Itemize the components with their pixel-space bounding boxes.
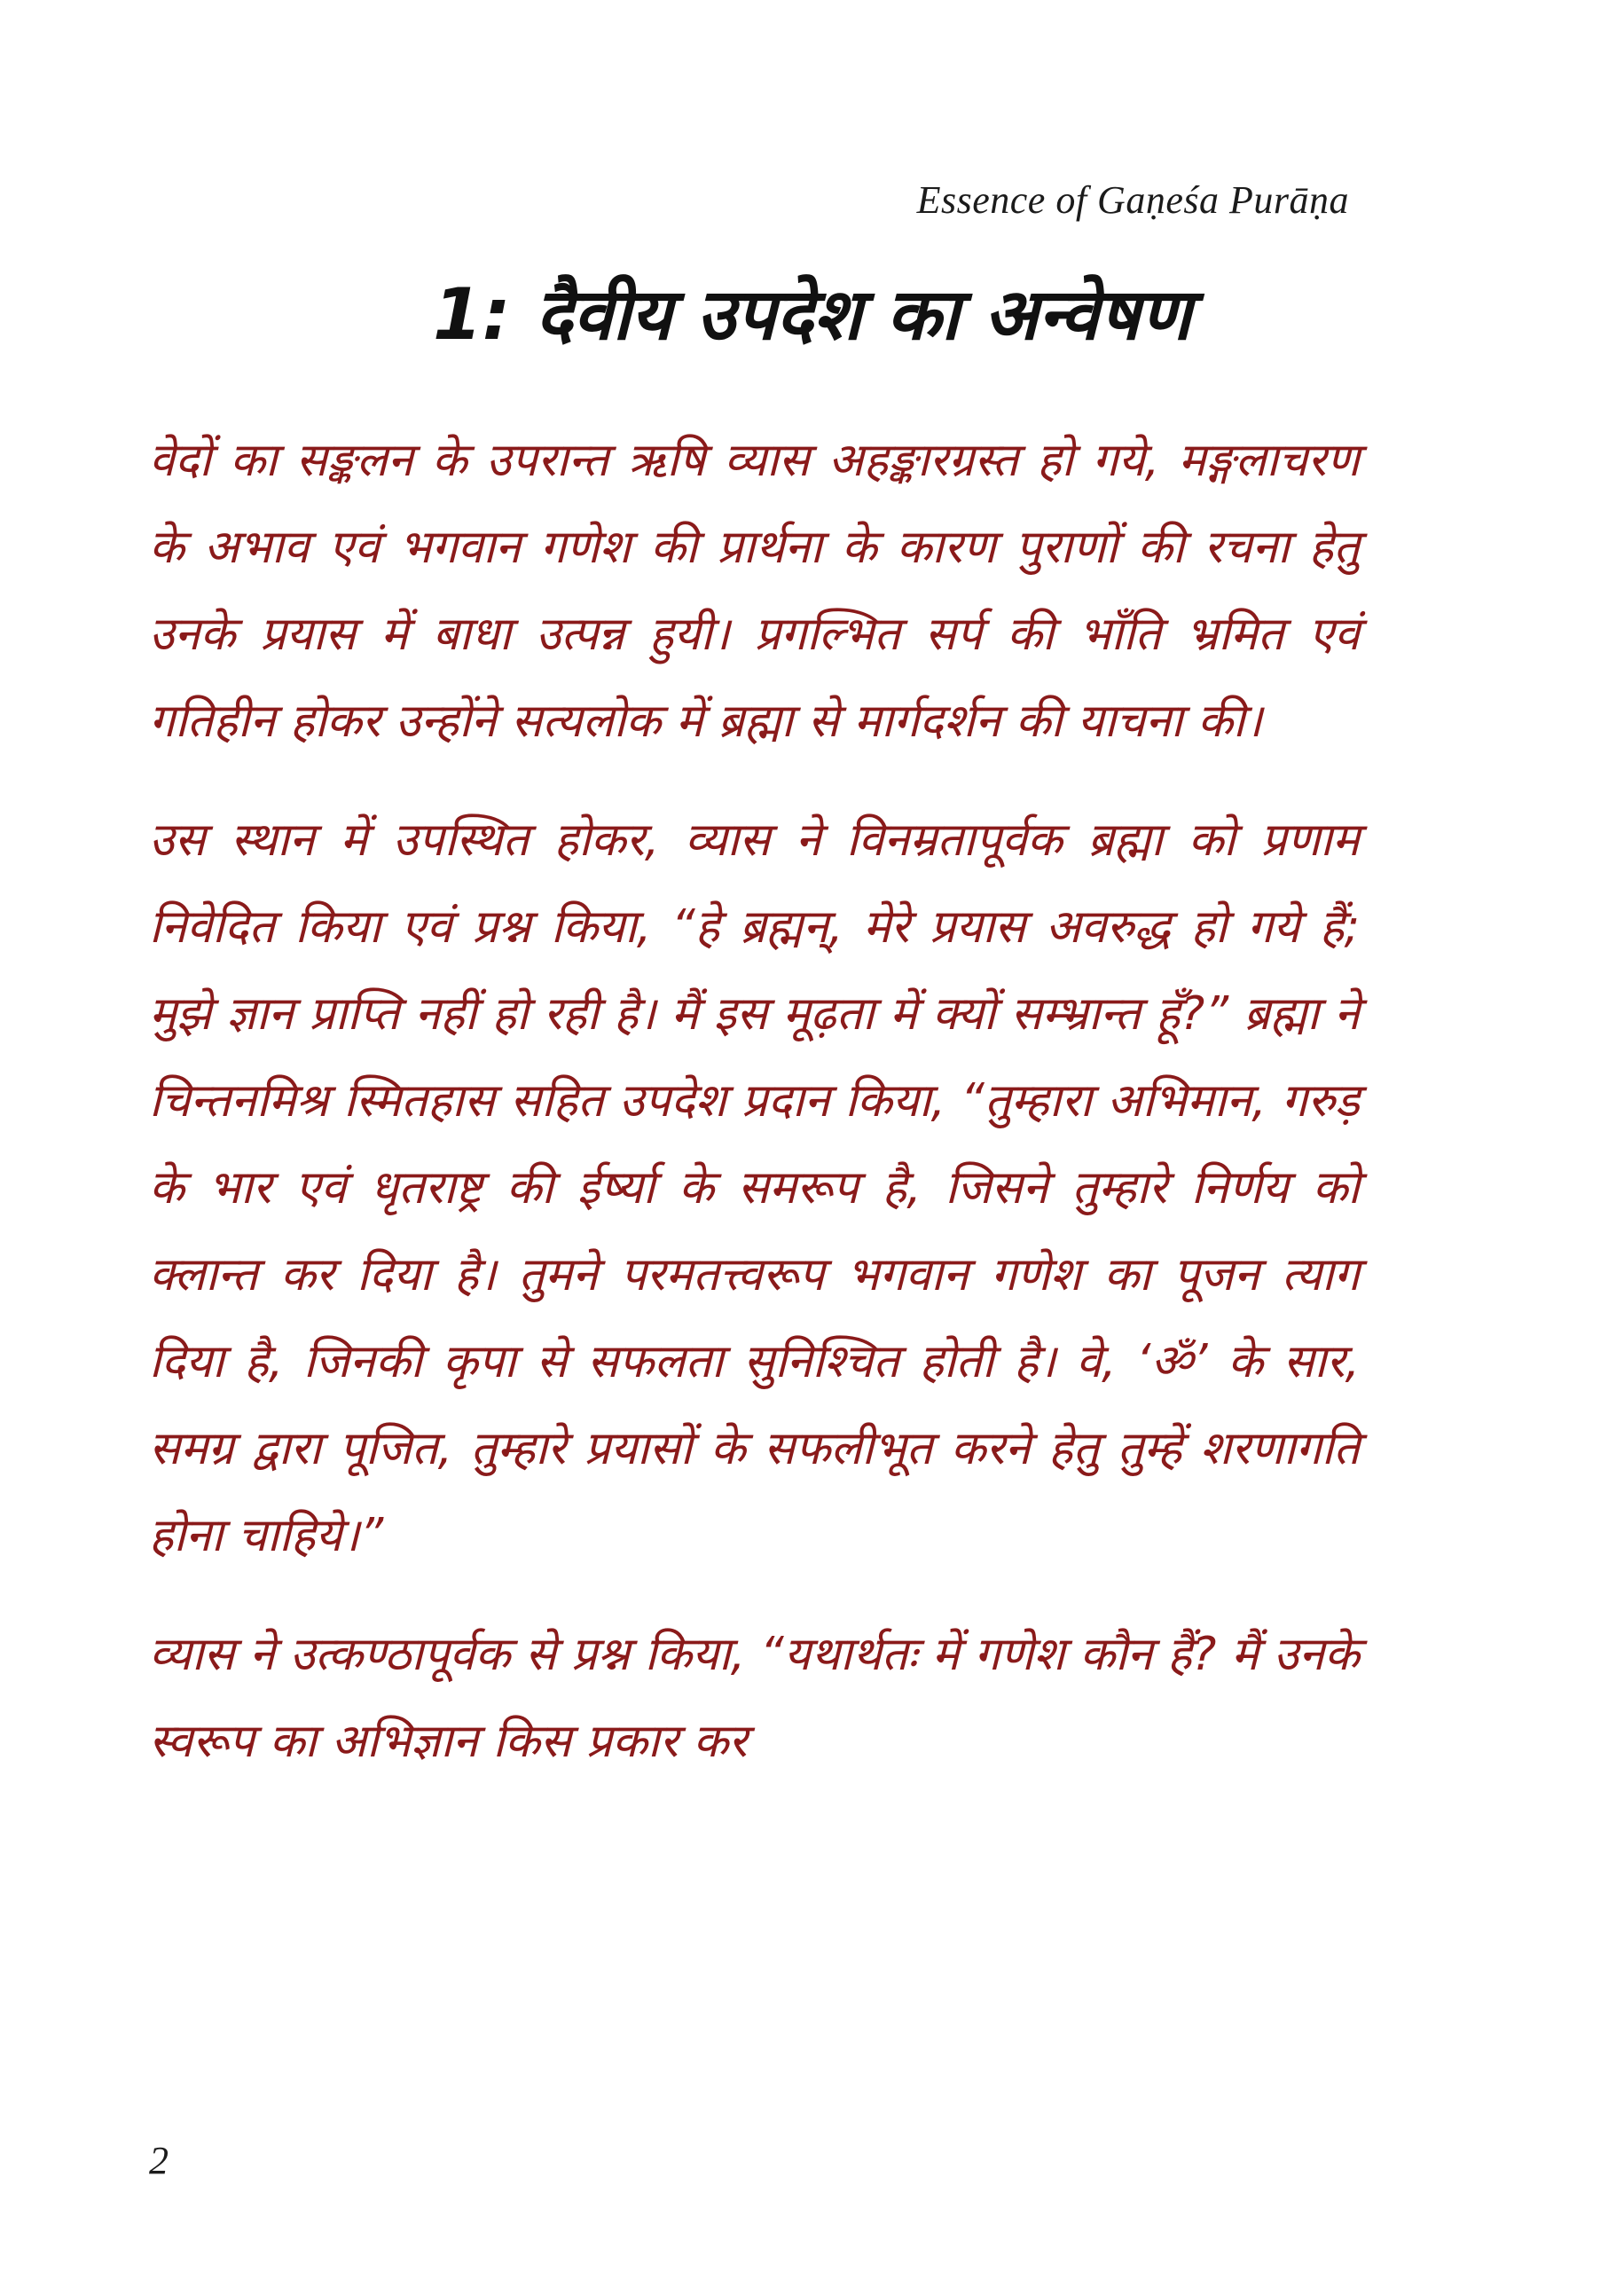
running-header: Essence of Gaṇeśa Purāṇa bbox=[916, 178, 1349, 222]
paragraph: उस स्थान में उपस्थित होकर, व्यास ने विनम्रतापूर्वक ब्रह्मा को प्रणाम निवेदित किया एवं प्रश्न किया, “हे ब्रह्मन्, मेरे प्रयास अवरुद्ध हो गये हैं; मुझे ज्ञान प्राप्ति नहीं हो रही है। मैं इस मूढ़ता में क्यों सम्भ्रान्त हूँ?” ब्रह्मा ने चिन्तनमिश्र स्मितहास सहित उपदेश प्रदान किया, “तुम्हारा अभिमान, गरुड़ के भार एवं धृतराष्ट्र की ईर्ष्या के समरूप है, जिसने तुम्हारे निर्णय को क्लान्त कर दिया है। तुमने परमतत्त्वरूप भगवान गणेश का पूजन त्याग दिया है, जिनकी कृपा से सफलता सुनिश्चित होती है। वे, ‘ॐ’ के सार, समग्र द्वारा पूजित, तुम्हारे प्रयासों के सफलीभूत करने हेतु तुम्हें शरणागति होना चाहिये।” bbox=[149, 813, 1360, 1562]
page-number: 2 bbox=[149, 2139, 169, 2182]
body-text bbox=[149, 417, 1360, 1817]
paragraph: वेदों का सङ्कलन के उपरान्त ऋषि व्यास अहङ्कारग्रस्त हो गये, मङ्गलाचरण के अभाव एवं भगवान गणेश की प्रार्थना के कारण पुराणों की रचना हेतु उनके प्रयास में बाधा उत्पन्न हुयी। प्रगल्भित सर्प की भाँति भ्रमित एवं गतिहीन होकर उन्होंने सत्यलोक में ब्रह्मा से मार्गदर्शन की याचना की। bbox=[149, 434, 1360, 748]
chapter-title: 1: दैवीय उपदेश का अन्वेषण bbox=[432, 273, 1192, 356]
paragraph: व्यास ने उत्कण्ठापूर्वक से प्रश्न किया, “यथार्थतः में गणेश कौन हैं? मैं उनके स्वरूप का अभिज्ञान किस प्रकार कर bbox=[149, 1628, 1360, 1768]
